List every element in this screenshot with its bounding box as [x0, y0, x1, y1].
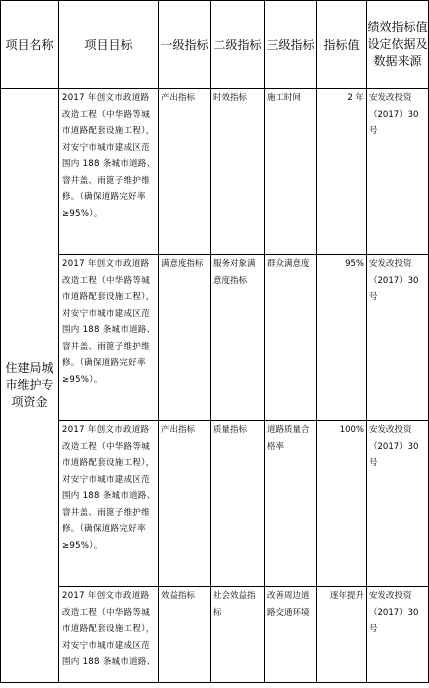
- project-goal-cell: 2017 年创文市政道路改造工程（中华路等城市道路配套设施工程），对安宁市城市建成区范围内 188 条城市道路、窨井盖、雨篦子维护维修。（确保道路完好率≥95%）。: [59, 255, 159, 421]
- header-value-source: 绩效指标值设定依据及数据来源: [367, 1, 429, 89]
- header-row: [1, 1, 429, 89]
- level3-indicator-cell: 改善周边道路交通环境: [265, 587, 317, 683]
- project-goal-cell: 2017 年创文市政道路改造工程（中华路等城市道路配套设施工程），对安宁市城市建成区范围内 188 条城市道路、窨井盖、雨篦子维护维修。（确保道路完好率≥95%）。: [59, 421, 159, 587]
- value-source-cell: 安发改投资（2017）30 号: [367, 421, 429, 587]
- level2-indicator-cell: 社会效益指标: [211, 587, 265, 683]
- level1-indicator-cell: 满意度指标: [159, 255, 211, 421]
- header-project-goal: 项目目标: [59, 1, 159, 89]
- level3-indicator-cell: 道路质量合格率: [265, 421, 317, 587]
- level1-indicator-cell: 产出指标: [159, 421, 211, 587]
- value-source-cell: 安发改投资（2017）30 号: [367, 89, 429, 255]
- indicator-value-cell: 2 年: [317, 89, 367, 255]
- level3-indicator-cell: 群众满意度: [265, 255, 317, 421]
- value-source-cell: 安发改投资（2017）30 号: [367, 587, 429, 683]
- indicator-value-cell: 95%: [317, 255, 367, 421]
- level2-indicator-cell: 质量指标: [211, 421, 265, 587]
- indicator-value-cell: 逐年提升: [317, 587, 367, 683]
- table-row: [1, 421, 429, 587]
- header-project-name: 项目名称: [1, 1, 59, 89]
- project-name-cell: 住建局城市维护专项资金: [1, 89, 59, 683]
- value-source-cell: 安发改投资（2017）30 号: [367, 255, 429, 421]
- table-row: [1, 587, 429, 683]
- table-row: [1, 255, 429, 421]
- level3-indicator-cell: 施工时间: [265, 89, 317, 255]
- project-goal-cell: 2017 年创文市政道路改造工程（中华路等城市道路配套设施工程），对安宁市城市建成区范围内 188 条城市道路、窨井盖、雨篦子维护维修。（确保道路完好率≥95%）。: [59, 89, 159, 255]
- indicator-value-cell: 100%: [317, 421, 367, 587]
- level1-indicator-cell: 产出指标: [159, 89, 211, 255]
- header-level1-indicator: 一级指标: [159, 1, 211, 89]
- header-level3-indicator: 三级指标: [265, 1, 317, 89]
- header-level2-indicator: 二级指标: [211, 1, 265, 89]
- header-indicator-value: 指标值: [317, 1, 367, 89]
- level2-indicator-cell: 时效指标: [211, 89, 265, 255]
- level2-indicator-cell: 服务对象满意度指标: [211, 255, 265, 421]
- project-goal-cell: 2017 年创文市政道路改造工程（中华路等城市道路配套设施工程），对安宁市城市建成区范围内 188 条城市道路、: [59, 587, 159, 683]
- table-row: [1, 89, 429, 255]
- level1-indicator-cell: 效益指标: [159, 587, 211, 683]
